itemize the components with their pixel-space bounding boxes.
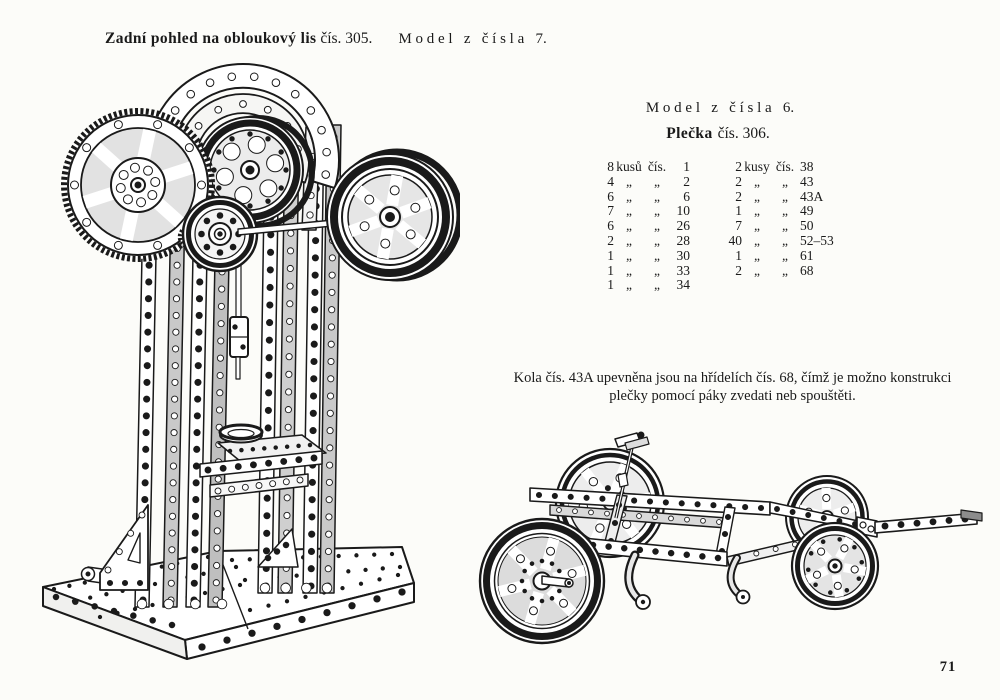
part-unit: „ <box>626 277 632 293</box>
part-unit: „ <box>626 188 632 204</box>
title-bold: Zadní pohled na obloukový lis <box>105 30 317 47</box>
handle-beam <box>875 510 982 533</box>
base-plate <box>43 547 414 659</box>
part-row <box>722 190 864 205</box>
part-num: 28 <box>676 232 690 248</box>
part-unit: „ <box>754 188 760 204</box>
part-cis: „ <box>782 247 788 263</box>
part-num: 68 <box>800 262 814 278</box>
part-cis: čís. <box>775 159 795 174</box>
part-unit: „ <box>754 173 760 189</box>
part-qty: 1 <box>607 247 614 263</box>
part-num: 2 <box>683 173 690 189</box>
part-unit: kusů <box>616 159 642 174</box>
parts-table-left <box>596 160 690 293</box>
part-qty: 6 <box>607 218 614 234</box>
model-heading: M o d e l z č í s l a 6. <box>645 100 795 116</box>
part-num: 33 <box>676 262 690 278</box>
part-qty: 6 <box>607 188 614 204</box>
part-qty: 2 <box>735 173 742 189</box>
front-left-wheel <box>480 519 604 643</box>
part-qty: 7 <box>735 218 742 234</box>
note-line-1: Kola čís. 43A upevněna jsou na hřídelích čís. 68, čímž je možno konstrukci <box>513 370 952 386</box>
part-num: 38 <box>800 159 814 174</box>
part-num: 1 <box>683 159 690 174</box>
part-qty: 2 <box>735 262 742 278</box>
part-num: 52–53 <box>800 232 834 248</box>
part-qty: 1 <box>735 247 742 263</box>
part-qty: 2 <box>735 159 742 174</box>
part-unit: „ <box>754 262 760 278</box>
part-num: 6 <box>683 188 690 204</box>
part-cis: „ <box>654 203 660 219</box>
part-cis: „ <box>782 188 788 204</box>
part-cis: „ <box>654 173 660 189</box>
part-num: 49 <box>800 203 814 219</box>
page-title <box>105 30 547 48</box>
corner-gusset <box>82 505 149 590</box>
part-unit: „ <box>626 247 632 263</box>
part-row <box>596 278 690 293</box>
part-cis: „ <box>782 262 788 278</box>
part-row <box>596 160 690 175</box>
part-qty: 7 <box>607 203 614 219</box>
part-unit: „ <box>754 203 760 219</box>
part-unit: kusy <box>744 159 770 174</box>
note-line-2: plečky pomocí páky zvedati neb spouštěti. <box>609 387 856 404</box>
part-row <box>722 264 864 279</box>
part-row <box>596 234 690 249</box>
part-cis: „ <box>654 277 660 293</box>
part-cis: „ <box>654 232 660 248</box>
press-illustration <box>40 55 460 670</box>
part-cis: „ <box>782 203 788 219</box>
part-num: 50 <box>800 218 814 234</box>
part-qty: 4 <box>607 173 614 189</box>
part-num: 30 <box>676 247 690 263</box>
part-row <box>596 175 690 190</box>
part-row <box>596 204 690 219</box>
flywheel <box>327 152 460 280</box>
page-number: 71 <box>939 659 957 675</box>
part-num: 26 <box>676 218 690 234</box>
ram-rod <box>230 260 248 379</box>
front-right-wheel <box>792 523 878 609</box>
part-cis: „ <box>782 232 788 248</box>
part-qty: 1 <box>607 277 614 293</box>
part-num: 43 <box>800 173 814 189</box>
part-row <box>722 175 864 190</box>
part-qty: 2 <box>607 232 614 248</box>
part-unit: „ <box>626 232 632 248</box>
part-row <box>722 234 864 249</box>
part-unit: „ <box>626 262 632 278</box>
part-row <box>596 219 690 234</box>
part-qty: 40 <box>728 232 742 248</box>
part-cis: „ <box>782 218 788 234</box>
part-qty: 2 <box>735 188 742 204</box>
part-row <box>722 204 864 219</box>
part-num: 43A <box>800 188 824 204</box>
parts-table-right <box>722 160 864 278</box>
part-row <box>722 160 864 175</box>
part-num: 10 <box>676 203 690 219</box>
model-subheading <box>600 125 836 143</box>
weeder-illustration <box>475 425 990 660</box>
part-cis: „ <box>654 218 660 234</box>
part-cis: „ <box>654 188 660 204</box>
part-cis: „ <box>654 262 660 278</box>
part-unit: „ <box>626 173 632 189</box>
part-row <box>596 264 690 279</box>
part-unit: „ <box>754 247 760 263</box>
model-name: Plečka <box>666 125 713 142</box>
part-unit: „ <box>626 218 632 234</box>
model-number: čís. 306. <box>717 125 770 142</box>
part-qty: 8 <box>607 159 614 174</box>
part-num: 34 <box>676 277 690 293</box>
part-unit: „ <box>754 232 760 248</box>
title-model-label: M o d e l z č í s l a 7. <box>398 31 547 47</box>
part-num: 61 <box>800 247 814 263</box>
part-qty: 1 <box>735 203 742 219</box>
part-row <box>596 190 690 205</box>
part-unit: „ <box>626 203 632 219</box>
part-cis: „ <box>654 247 660 263</box>
part-row <box>722 219 864 234</box>
part-row <box>722 249 864 264</box>
title-number: čís. 305. <box>316 30 373 47</box>
part-cis: čís. <box>647 159 667 174</box>
part-unit: „ <box>754 218 760 234</box>
part-qty: 1 <box>607 262 614 278</box>
part-cis: „ <box>782 173 788 189</box>
part-row <box>596 249 690 264</box>
note-paragraph <box>475 370 990 405</box>
